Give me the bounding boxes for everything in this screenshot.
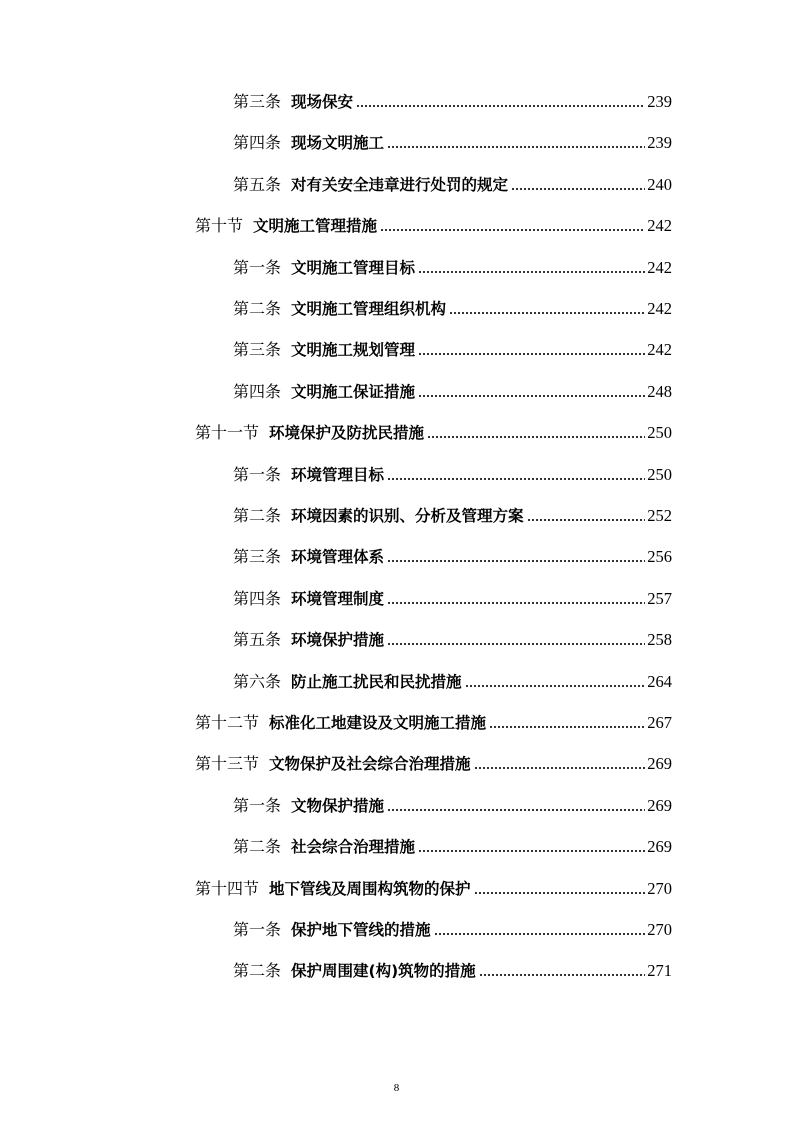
toc-entry-number: 第一条 [233,257,282,277]
toc-entry[interactable] [233,129,672,153]
toc-entry-title: 现场文明施工 [291,134,385,153]
dot-leader [418,270,645,274]
toc-entry-number: 第四条 [233,381,282,401]
toc-entry-title: 环境管理体系 [291,548,385,567]
toc-entry-number: 第五条 [233,174,282,194]
toc-entry-title: 文明施工管理组织机构 [291,300,447,318]
toc-entry[interactable] [233,916,672,940]
toc-entry-page: 252 [647,506,672,525]
toc-entry-page: 250 [647,464,672,484]
toc-entry-title: 现场保安 [291,93,354,111]
toc-entry-number: 第十四节 [195,878,260,898]
toc-entry[interactable] [233,585,672,609]
toc-entry-number: 第二条 [233,961,282,981]
toc-entry-page: 269 [647,795,672,815]
toc-entry-title: 保护周围建(构)筑物的措施 [291,962,476,981]
toc-entry-page: 256 [647,547,672,567]
toc-entry[interactable] [233,336,672,360]
toc-entry-page: 258 [647,630,672,650]
toc-entry-title: 环境保护措施 [291,631,385,650]
toc-entry-number: 第六条 [233,671,282,691]
toc-entry-title: 文明施工管理措施 [253,217,378,236]
dot-leader [387,601,645,605]
toc-entry[interactable] [233,171,672,195]
toc-entry-page: 264 [647,671,672,691]
toc-entry[interactable] [233,295,672,319]
toc-entry[interactable] [195,419,672,443]
toc-entry[interactable] [195,750,672,774]
dot-leader [418,394,645,398]
toc-entry-number: 第二条 [233,299,282,318]
toc-entry-number: 第四条 [233,133,282,153]
page-number: 8 [393,1082,400,1094]
toc-entry[interactable] [195,709,672,733]
dot-leader [434,932,646,936]
dot-leader [465,684,646,688]
toc-entry-page: 269 [647,837,672,857]
dot-leader [387,808,645,812]
toc-entry-title: 社会综合治理措施 [291,838,416,857]
dot-leader [356,104,645,108]
toc-entry[interactable] [233,626,672,650]
dot-leader [479,973,646,977]
dot-leader [474,891,646,895]
toc-entry[interactable] [195,875,672,899]
toc-entry-page: 271 [647,961,672,981]
toc-entry-title: 地下管线及周围构筑物的保护 [269,879,471,898]
dot-leader [387,477,645,481]
toc-entry-page: 270 [647,878,672,898]
toc-entry-number: 第三条 [233,92,282,111]
toc-entry-title: 文明施工保证措施 [291,382,416,401]
toc-entry-title: 文物保护及社会综合治理措施 [269,755,471,774]
toc-entry[interactable] [233,792,672,816]
toc-entry-page: 269 [647,754,672,774]
toc-entry[interactable] [195,212,672,236]
dot-leader [489,725,645,729]
toc-entry[interactable] [233,461,672,485]
dot-leader [380,228,645,232]
toc-entry-page: 242 [647,216,672,236]
toc-entry-title: 文物保护措施 [291,796,385,815]
dot-leader [527,518,646,522]
toc-entry-page: 239 [647,92,672,111]
toc-entry-number: 第二条 [233,837,282,857]
toc-entry[interactable] [233,502,672,526]
dot-leader [387,145,645,149]
toc-entry-title: 环境管理制度 [291,589,385,608]
toc-entry-title: 文明施工规划管理 [291,341,416,360]
toc-entry[interactable] [233,378,672,402]
toc-entry-number: 第十二节 [195,713,260,732]
toc-entry-page: 240 [647,174,672,194]
toc-entry-title: 防止施工扰民和民扰措施 [291,672,462,691]
toc-entry-page: 250 [647,423,672,443]
toc-entry-page: 239 [647,133,672,153]
dot-leader [449,311,645,315]
toc-entry-title: 文明施工管理目标 [291,258,416,277]
dot-leader [427,435,645,439]
toc-entry[interactable] [233,957,672,981]
toc-entry-title: 保护地下管线的措施 [291,921,431,939]
toc-entry-number: 第四条 [233,588,282,608]
toc-entry-number: 第二条 [233,506,282,525]
toc-entry-title: 环境保护及防扰民措施 [269,424,425,443]
toc-entry[interactable] [233,833,672,857]
toc-entry-number: 第十一节 [195,423,260,443]
dot-leader [387,642,645,646]
dot-leader [418,849,645,853]
toc-entry-page: 242 [647,340,672,360]
dot-leader [387,559,645,563]
toc-entry-page: 267 [647,713,672,732]
toc-entry-page: 270 [647,920,672,939]
toc-entry-number: 第十三节 [195,754,260,774]
toc-entry-page: 242 [647,257,672,277]
toc-entry[interactable] [233,668,672,692]
toc-entry-number: 第一条 [233,464,282,484]
toc-entry-number: 第三条 [233,340,282,360]
toc-entry-number: 第五条 [233,630,282,650]
dot-leader [511,187,645,191]
toc-entry-number: 第一条 [233,920,282,939]
toc-entry-page: 242 [647,299,672,318]
dot-leader [474,766,646,770]
toc-entry[interactable] [233,543,672,567]
toc-entry[interactable] [233,88,672,112]
toc-entry-number: 第三条 [233,547,282,567]
toc-entry-number: 第十节 [195,216,244,236]
toc-entry-title: 环境管理目标 [291,465,385,484]
toc-entry-title: 标准化工地建设及文明施工措施 [269,714,487,732]
toc-entry-page: 248 [647,381,672,401]
dot-leader [418,352,645,356]
toc-entry-page: 257 [647,588,672,608]
toc-entry[interactable] [233,254,672,278]
toc-entry-title: 环境因素的识别、分析及管理方案 [291,507,524,525]
toc-entry-number: 第一条 [233,795,282,815]
toc-entry-title: 对有关安全违章进行处罚的规定 [291,175,509,194]
